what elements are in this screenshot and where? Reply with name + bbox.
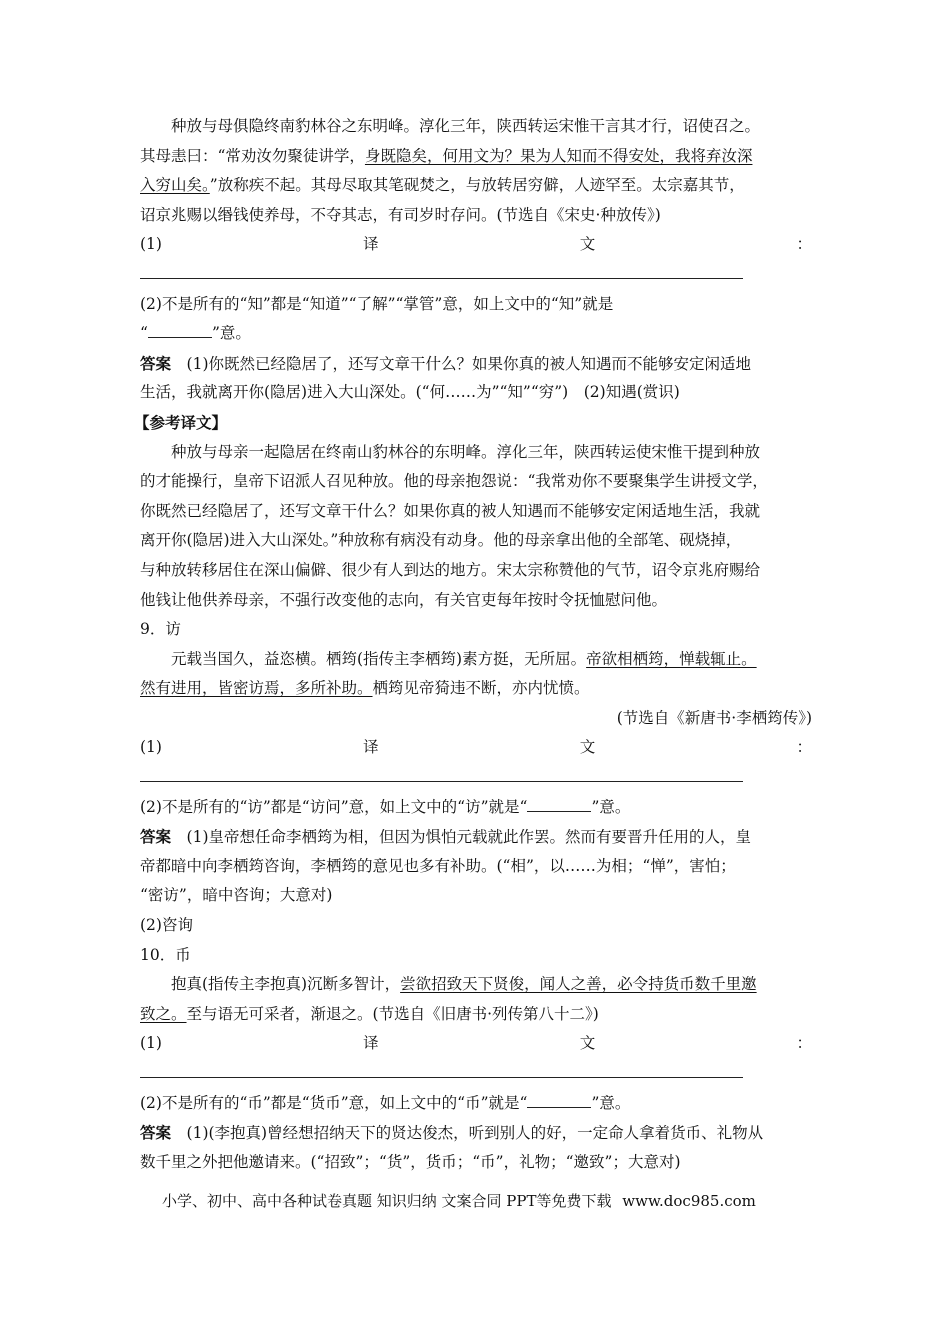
passage-line	[140, 674, 812, 704]
question-line	[140, 290, 812, 320]
section-title-text: 10．币	[140, 945, 191, 964]
passage-line	[140, 142, 812, 172]
answer-text-line	[140, 1148, 812, 1178]
reference-title-text: 【参考译文】	[134, 412, 228, 432]
reference-line	[140, 586, 812, 616]
underlined-sentence: 身既隐矣，何用文为？果为人知而不得安处，我将弃汝深	[364, 146, 753, 165]
passage-text: 种放与母俱隐终南豹林谷之东明峰。淳化三年，陕西转运宋惟干言其才行，诏使召之。	[171, 117, 761, 135]
question-number: (1)	[140, 1034, 162, 1053]
fill-blank	[527, 797, 591, 812]
question-line	[140, 319, 812, 349]
answer-text-line	[140, 881, 812, 911]
answer-text: 帝都暗中向李栖筠咨询，李栖筠的意见也多有补助。(“相”，以……为相；“惮”，害怕；	[140, 856, 736, 875]
passage-text: 其母恚曰：“常劝汝勿聚徒讲学，	[140, 146, 365, 165]
question-text: (2)不是所有的“币”都是“货币”意，如上文中的“币”就是“	[140, 1093, 528, 1112]
reference-text: 他钱让他供养母亲，不强行改变他的志向，有关官吏每年按时令抚恤慰问他。	[140, 590, 668, 609]
underlined-sentence: 致之。	[140, 1004, 187, 1023]
source-line	[140, 704, 812, 734]
reference-line	[140, 526, 812, 556]
prompt-char: 译	[363, 1034, 379, 1053]
answer-text-line	[140, 378, 812, 408]
fill-blank	[148, 323, 212, 338]
footer-url[interactable]: www.doc985.com	[622, 1192, 756, 1210]
underlined-sentence: 尝欲招致天下贤俊，闻人之善，必令持货币数千里邀	[400, 975, 757, 994]
answer-line	[140, 763, 812, 793]
answer-label: 答案	[140, 827, 172, 847]
reference-line	[140, 467, 812, 497]
passage-text: ”放称疾不起。其母尽取其笔砚焚之，与放转居穷僻，人迹罕至。太宗嘉其节，	[209, 176, 745, 195]
answer-text: 生活，我就离开你(隐居)进入大山深处。(“何……为”“知”“穷”) (2)知遇(赏识)	[140, 383, 680, 402]
question-line	[140, 1089, 812, 1119]
question-text: ”意。	[591, 1093, 631, 1112]
reference-text: 与种放转移居住在深山偏僻、很少有人到达的地方。宋太宗称赞他的气节，诏令京兆府赐给	[140, 560, 761, 579]
section-title	[140, 615, 812, 645]
answer-rule	[140, 781, 743, 782]
reference-text: 的才能操行，皇帝下诏派人召见种放。他的母亲抱怨说：“我常劝你不要聚集学生讲授文学，	[140, 472, 768, 491]
prompt-colon: ：	[796, 1034, 812, 1053]
answer-text: “密访”，暗中咨询；大意对)	[140, 886, 333, 905]
passage-line	[140, 201, 812, 231]
page-footer	[162, 1190, 762, 1211]
passage-line	[140, 171, 812, 201]
question-line	[140, 793, 812, 823]
reference-text: 离开你(隐居)进入大山深处。”种放称有病没有动身。他的母亲拿出他的全部笔、砚烧掉，	[140, 531, 742, 550]
underlined-sentence: 入穷山矣。	[140, 176, 210, 195]
passage-text: 元载当国久，益恣横。栖筠(指传主李栖筠)素方挺，无所屈。	[171, 649, 587, 668]
answer-text: 数千里之外把他邀请来。(“招致”；“货”，货币；“币”，礼物；“邀致”；大意对)	[140, 1152, 681, 1171]
passage-line	[140, 1000, 812, 1030]
question-text: ”意。	[591, 797, 631, 816]
reference-line	[140, 438, 812, 468]
answer-label: 答案	[140, 353, 172, 373]
document-page	[134, 112, 812, 1177]
answer-line	[140, 1059, 812, 1089]
section-title-text: 9．访	[140, 620, 181, 639]
passage-text: 诏京兆赐以缗钱使养母，不夺其志，有司岁时存问。(节选自《宋史·种放传》)	[140, 205, 661, 224]
passage-text: 抱真(指传主李抱真)沉断多智计，	[171, 975, 401, 994]
question-text: (2)不是所有的“知”都是“知道”“了解”“掌管”意，如上文中的“知”就是	[140, 294, 614, 313]
answer-text-line	[140, 911, 812, 941]
answer-text: (1)皇帝想任命李栖筠为相，但因为惧怕元载就此作罢。然而有要晋升任用的人，皇	[186, 828, 751, 847]
answer-rule	[140, 278, 743, 279]
question-number: (1)	[140, 235, 162, 254]
question-text: ”意。	[211, 324, 251, 343]
answer-text-line	[140, 1118, 812, 1148]
reference-text: 种放与母亲一起隐居在终南山豹林谷的东明峰。淳化三年，陕西转运使宋惟干提到种放	[171, 442, 761, 461]
footer-text: 小学、初中、高中各种试卷真题 知识归纳 文案合同 PPT等免费下载	[162, 1192, 612, 1210]
translation-prompt	[140, 733, 812, 763]
answer-text: (2)咨询	[140, 916, 193, 935]
answer-text: (1)(李抱真)曾经想招纳天下的贤达俊杰，听到别人的好，一定命人拿着货币、礼物从	[186, 1124, 764, 1143]
answer-line	[140, 260, 812, 290]
prompt-char: 文	[579, 738, 596, 757]
question-text: “	[140, 324, 148, 343]
reference-line	[140, 497, 812, 527]
passage-text: 至与语无可采者，渐退之。(节选自《旧唐书·列传第八十二》)	[186, 1004, 599, 1023]
answer-text: (1)你既然已经隐居了，还写文章干什么？如果你真的被人知遇而不能够安定闲适地	[186, 354, 751, 373]
underlined-sentence: 然有进用，皆密访焉，多所补助。	[140, 679, 373, 698]
section-title	[140, 941, 812, 971]
reference-line	[140, 556, 812, 586]
underlined-sentence: 帝欲相栖筠，惮载辄止。	[586, 649, 757, 668]
reference-text: 你既然已经隐居了，还写文章干什么？如果你真的被人知遇而不能够安定闲适地生活，我就	[140, 501, 761, 520]
answer-text-line	[140, 852, 812, 882]
translation-prompt	[140, 230, 812, 260]
passage-line	[140, 970, 812, 1000]
answer-label: 答案	[140, 1123, 172, 1143]
prompt-colon: ：	[796, 738, 812, 757]
prompt-char: 文	[579, 1034, 596, 1053]
fill-blank	[527, 1093, 591, 1108]
answer-text-line	[140, 349, 812, 379]
prompt-char: 译	[363, 738, 379, 757]
prompt-char: 文	[579, 235, 596, 254]
translation-prompt	[140, 1029, 812, 1059]
answer-rule	[140, 1077, 743, 1078]
prompt-char: 译	[363, 235, 379, 254]
passage-line	[140, 645, 812, 675]
passage-line	[140, 112, 812, 142]
prompt-colon: ：	[796, 235, 812, 254]
question-number: (1)	[140, 738, 162, 757]
reference-title	[134, 408, 812, 438]
passage-text: 栖筠见帝猗违不断，亦内忧愤。	[372, 679, 590, 698]
source-text: (节选自《新唐书·李栖筠传》)	[616, 708, 812, 727]
question-text: (2)不是所有的“访”都是“访问”意，如上文中的“访”就是“	[140, 797, 528, 816]
answer-text-line	[140, 822, 812, 852]
